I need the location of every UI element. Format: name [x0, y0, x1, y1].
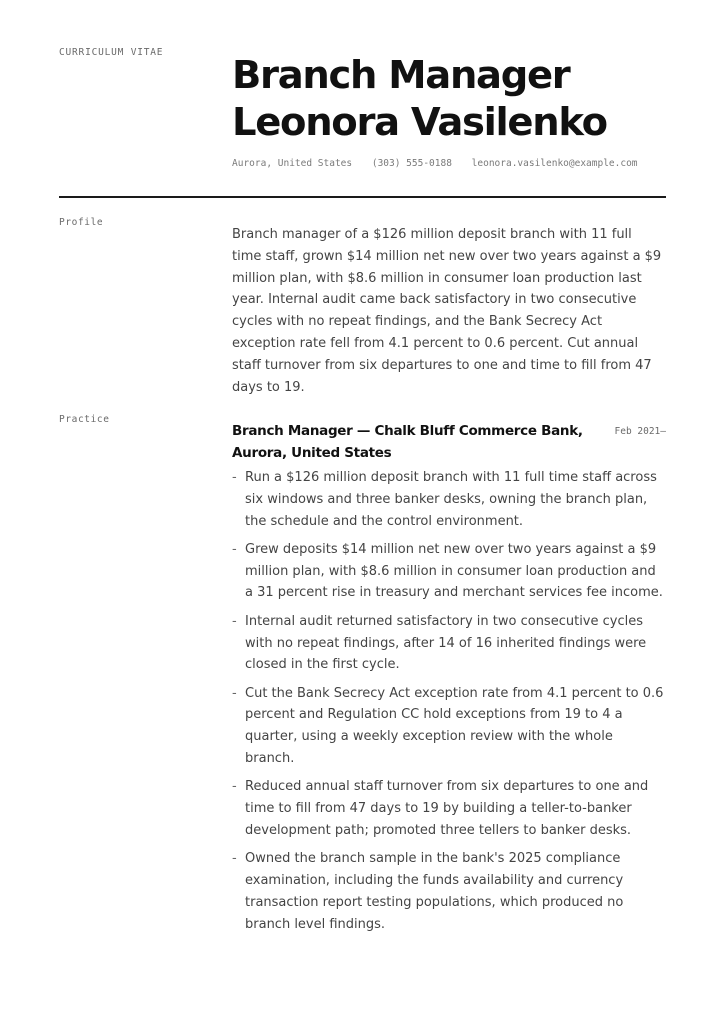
contact-email: leonora.vasilenko@example.com [471, 158, 638, 169]
header-divider [59, 196, 666, 198]
section-label-profile: Profile [59, 217, 104, 228]
list-item [232, 611, 666, 676]
bullet-dash: - [232, 541, 237, 557]
bullet-dash: - [232, 685, 237, 701]
bullet-dash: - [232, 613, 237, 629]
bullet-text: Owned the branch sample in the bank's 2025 compliance examination, including the funds availability and currency transaction report testing populations, which produced no branch level findings. [245, 851, 624, 932]
list-item [232, 539, 666, 604]
bullet-dash: - [232, 779, 237, 795]
bullet-text: Internal audit returned satisfactory in two consecutive cycles with no repeat findings, after 14 of 16 inherited findings were closed in the first cycle. [245, 613, 647, 673]
contact-location: Aurora, United States [232, 158, 353, 169]
bullet-dash: - [232, 851, 237, 867]
list-item [232, 776, 666, 841]
title-name: Leonora Vasilenko [232, 100, 607, 145]
bullet-text: Grew deposits $14 million net new over two years against a $9 million plan, with $8.6 million in consumer loan production and a 31 percent rise in treasury and merchant services fee income. [245, 541, 663, 601]
profile-summary: Branch manager of a $126 million deposit branch with 11 full time staff, grown $14 million net new over two years against a $9 million plan, with $8.6 million in consumer loan production last year. Internal audit came back satisfactory in two consecutive cycles with no repeat findings, and the Bank Secrecy Act exception rate fell from 4.1 percent to 0.6 percent. Cut annual staff turnover from six departures to one and time to fill from 47 days to 19. [232, 227, 662, 395]
page-title [232, 52, 607, 146]
document-eyebrow: CURRICULUM VITAE [59, 47, 164, 58]
job-bullet-list [232, 467, 666, 942]
contact-line [232, 158, 638, 169]
bullet-text: Run a $126 million deposit branch with 11 full time staff across six windows and three banker desks, owning the branch plan, the schedule and the control environment. [245, 470, 657, 529]
contact-phone: (303) 555-0188 [371, 158, 452, 169]
job-header [232, 421, 666, 464]
bullet-text: Reduced annual staff turnover from six departures to one and time to fill from 47 days to 19 by building a teller-to-banker development path; promoted three tellers to banker desks. [245, 779, 649, 838]
list-item [232, 848, 666, 935]
bullet-text: Cut the Bank Secrecy Act exception rate from 4.1 percent to 0.6 percent and Regulation CC hold exceptions from 19 to 4 a quarter, using a weekly exception review with the whole branch. [245, 685, 664, 767]
list-item [232, 467, 666, 532]
job-dates: Feb 2021– [614, 426, 666, 437]
section-label-practice: Practice [59, 414, 110, 425]
list-item [232, 683, 666, 770]
bullet-dash: - [232, 470, 237, 485]
title-role: Branch Manager [232, 53, 570, 98]
job-title: Branch Manager — Chalk Bluff Commerce Bank, Aurora, United States [232, 423, 583, 461]
